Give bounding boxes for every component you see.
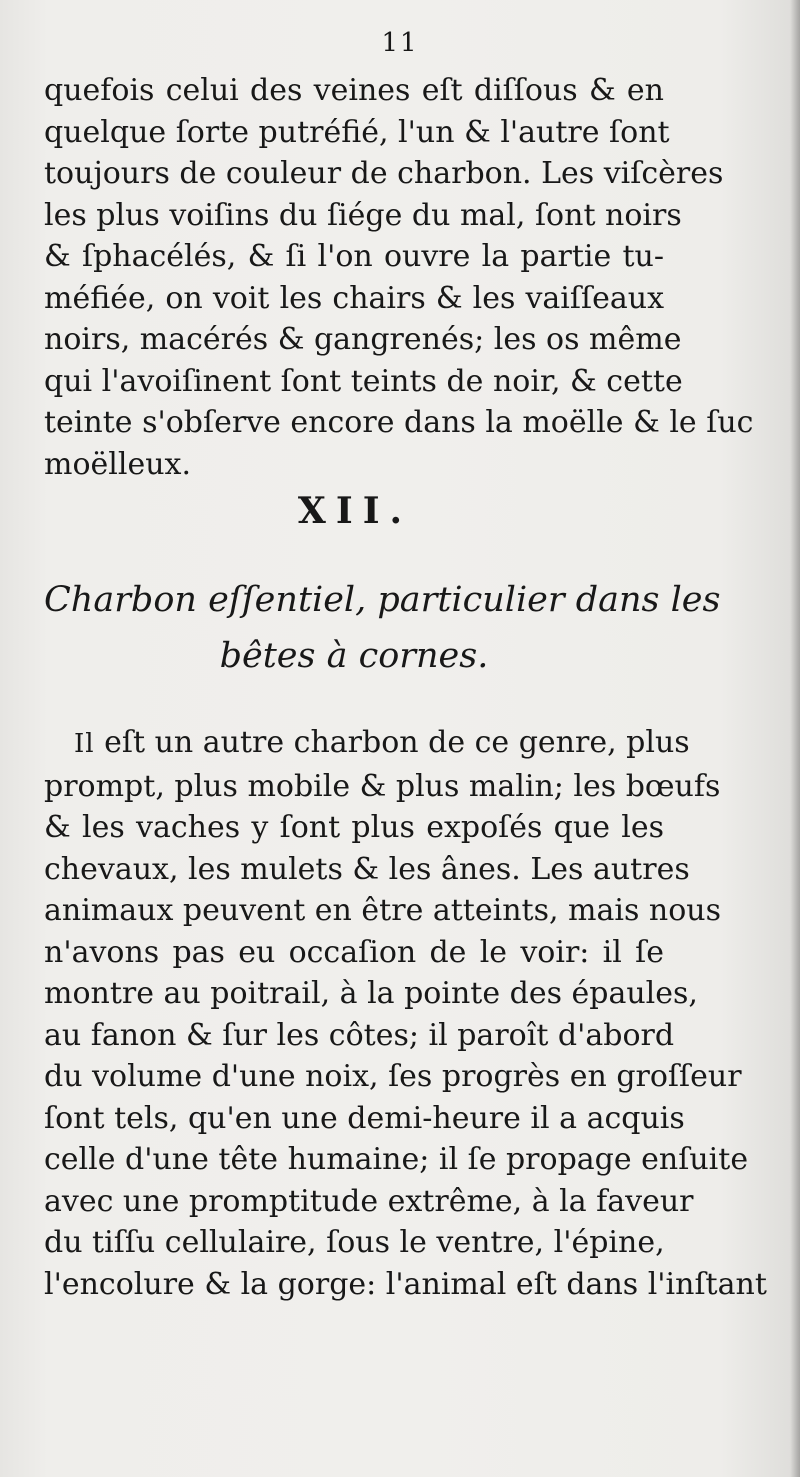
- top-paragraph: [44, 70, 754, 485]
- text-line: moëlleux.: [44, 446, 191, 482]
- text-line: chevaux, les mulets & les ânes. Les autres: [44, 851, 690, 887]
- section-title: [44, 572, 721, 684]
- text-line: quelque ſorte putréfié, l'un & l'autre ſont: [44, 114, 670, 150]
- text-line: au fanon & ſur les côtes; il paroît d'abord: [44, 1017, 675, 1053]
- text-line: prompt, plus mobile & plus malin; les bœufs: [44, 768, 721, 804]
- text-line: toujours de couleur de charbon. Les viſcères: [44, 156, 724, 191]
- text-line: teinte s'obſerve encore dans la moëlle & le ſuc: [44, 405, 754, 440]
- section-title-line: Charbon eſſentiel, particulier dans les: [44, 580, 721, 620]
- section-title-line: bêtes à cornes.: [219, 636, 489, 676]
- first-line-text: eſt un autre charbon de ce genre, plus: [94, 725, 690, 760]
- text-line: & les vaches y ſont plus expoſés que les: [44, 810, 664, 845]
- text-line: n'avons pas eu occaſion de le voir: il ſe: [44, 934, 664, 970]
- page-number: 11: [381, 28, 419, 58]
- text-line: celle d'une tête humaine; il ſe propage enſuite: [44, 1142, 749, 1177]
- text-line: méfiée, on voit les chairs & les vaiſſeaux: [44, 280, 664, 316]
- text-line: quefois celui des veines eſt diſſous & en: [44, 73, 664, 108]
- text-line: avec une promptitude extrême, à la faveur: [44, 1183, 694, 1219]
- text-line: ſont tels, qu'en une demi-heure il a acquis: [44, 1100, 685, 1136]
- section-number: XII.: [297, 490, 413, 532]
- text-line: du volume d'une noix, ſes progrès en groſſeur: [44, 1059, 742, 1094]
- text-line: l'encolure & la gorge: l'animal eſt dans l'inſtant: [44, 1266, 767, 1302]
- page-edge-shadow: [790, 0, 800, 1477]
- body-paragraph: [44, 722, 767, 1305]
- paragraph-initial: Il: [74, 729, 95, 759]
- text-line: du tiſſu cellulaire, ſous le ventre, l'épine,: [44, 1225, 665, 1260]
- text-line: animaux peuvent en être atteints, mais nous: [44, 893, 722, 928]
- text-line: & ſphacélés, & ſi l'on ouvre la partie tu-: [44, 239, 664, 274]
- text-line: qui l'avoiſinent ſont teints de noir, & cette: [44, 363, 683, 399]
- first-text-line: [44, 722, 690, 766]
- text-line: les plus voiſins du ſiége du mal, ſont noirs: [44, 197, 682, 233]
- text-line: noirs, macérés & gangrenés; les os même: [44, 322, 682, 357]
- text-line: montre au poitrail, à la pointe des épaules,: [44, 976, 698, 1011]
